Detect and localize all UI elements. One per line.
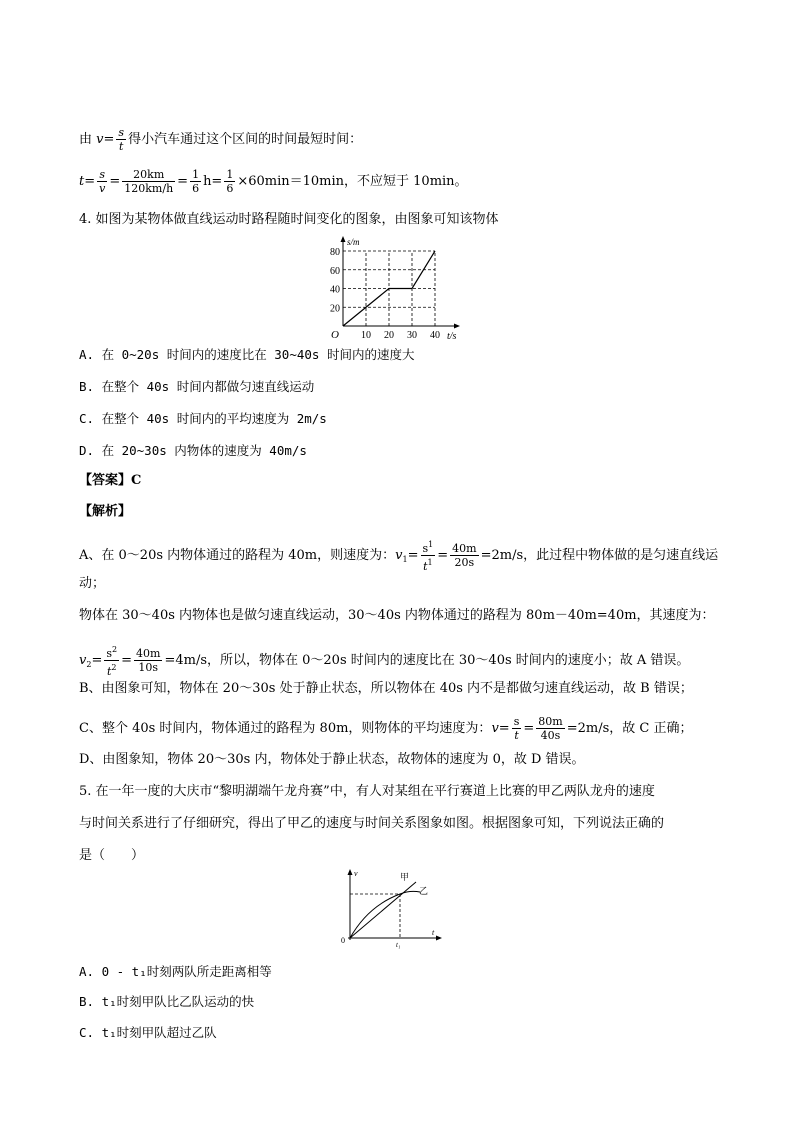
q5-option-a: A. 0 - t₁时刻两队所走距离相等	[79, 964, 272, 979]
numerator: s	[118, 126, 125, 139]
y-tick-label: 20	[330, 303, 340, 315]
q5-series-yi-label: 乙	[419, 886, 429, 896]
q4-x-label: t/s	[447, 331, 457, 342]
text: =	[109, 174, 121, 189]
q4-analysis-c: C、整个 40s 时间内，物体通过的路程为 80m，则物体的平均速度为：v= $\frac{s}{t}$ = $\frac{80m}{40s}$ =2m/s，故 C 正确；	[79, 715, 693, 742]
denominator: t	[514, 729, 519, 742]
q5-graph	[338, 866, 448, 950]
q5-origin: 0	[341, 936, 345, 945]
var-v: v	[395, 548, 403, 563]
q5-stem-line-2: 与时间关系进行了仔细研究，得出了甲乙的速度与时间关系图象如图。根据图象可知，下列说法正确的	[79, 816, 665, 831]
q4-option-b: B. 在整个 40s 时间内都做匀速直线运动	[79, 379, 315, 394]
y-tick-label: 60	[330, 265, 340, 277]
denominator: 6	[226, 182, 234, 195]
q4-analysis-a-line3: 物体在 30～40s 内物体也是做匀速直线运动，30～40s 内物体通过的路程为 80m－40m=40m，其速度为：	[79, 608, 715, 623]
text: =	[177, 174, 189, 189]
denominator: v	[99, 182, 106, 195]
text: 由	[79, 132, 97, 147]
x-tick-label: 20	[384, 330, 394, 341]
q5-option-c: C. t₁时刻甲队超过乙队	[79, 1025, 217, 1040]
numerator: s	[106, 647, 113, 660]
q5-y-label: v	[354, 869, 358, 878]
x-tick-label: 30	[407, 330, 417, 341]
text: 得小汽车通过这个区间的时间最短时间：	[128, 132, 363, 147]
q4-analysis-d: D、由图象知，物体 20～30s 内，物体处于静止状态，故物体的速度为 0，故 D 错误。	[79, 752, 585, 767]
denominator: 10s	[138, 661, 159, 674]
q5-stem-line-3: 是（ ）	[79, 848, 145, 863]
q5-x-arrow	[436, 936, 442, 941]
text: =	[103, 132, 115, 147]
numerator: 1	[192, 168, 200, 181]
numerator: s	[422, 542, 429, 555]
y-tick-label: 80	[330, 247, 340, 258]
q4-option-d: D. 在 20~30s 内物体的速度为 40m/s	[79, 443, 307, 458]
var-v: v	[491, 721, 499, 736]
var-v: v	[79, 653, 87, 668]
continuation-line-1	[79, 126, 362, 153]
text: =2m/s，此过程中物体做的是匀速直线运	[480, 548, 719, 563]
text: =4m/s，所以，物体在 0～20s 时间内的速度比在 30～40s 时间内的速度小；故 A 错误。	[164, 653, 690, 668]
fraction	[512, 715, 522, 742]
superscript: 1	[428, 540, 434, 549]
numerator: 1	[226, 168, 234, 181]
denominator: t	[106, 665, 112, 678]
text: =	[84, 174, 96, 189]
q4-option-c: C. 在整个 40s 时间内的平均速度为 2m/s	[79, 411, 327, 426]
denominator: 120km/h	[124, 182, 174, 195]
q5-x-label: t	[432, 928, 435, 937]
q4-origin: O	[331, 329, 339, 341]
text: ×60min＝10min，不应短于 10min。	[237, 174, 468, 189]
q4-graph	[326, 234, 466, 344]
fraction	[224, 168, 235, 195]
subscript: 2	[86, 660, 92, 669]
fraction	[190, 168, 201, 195]
q5-t1-label: t₁	[396, 941, 401, 949]
q4-analysis-a-line2: 动；	[79, 576, 106, 591]
q5-option-b: B. t₁时刻甲队比乙队运动的快	[79, 994, 255, 1009]
denominator: t	[423, 560, 428, 573]
denominator: 6	[192, 182, 200, 195]
q4-y-ticks	[330, 247, 340, 314]
fraction	[122, 168, 175, 195]
q5-stem-line-1: 5. 在一年一度的大庆市“黎明湖端午龙舟赛”中，有人对某组在平行赛道上比赛的甲乙两队龙舟的速度	[79, 784, 655, 799]
continuation-line-2	[79, 168, 468, 195]
var-t: t	[79, 174, 85, 189]
q4-y-label: s/m	[347, 237, 360, 247]
text: =2m/s，故 C 正确；	[566, 721, 693, 736]
numerator: 40m	[136, 647, 161, 660]
superscript: 2	[111, 663, 117, 672]
x-tick-label: 10	[361, 330, 371, 341]
q4-analysis-label: 【解析】	[79, 504, 132, 519]
subscript: 1	[402, 555, 408, 564]
q4-x-arrow	[454, 324, 460, 329]
text: C、整个 40s 时间内，物体通过的路程为 80m，则物体的平均速度为：	[79, 721, 492, 736]
q4-option-a: A. 在 0~20s 时间内的速度比在 30~40s 时间内的速度大	[79, 347, 415, 362]
q4-answer: 【答案】C	[79, 473, 142, 488]
q5-curve-jia	[350, 882, 416, 938]
numerator: 20km	[122, 168, 175, 182]
q4-stem: 4. 如图为某物体做直线运动时路程随时间变化的图象，由图象可知该物体	[79, 212, 499, 227]
superscript: 1	[427, 558, 433, 567]
denominator: 20s	[454, 556, 475, 569]
fraction	[536, 715, 564, 742]
numerator: s	[97, 168, 107, 182]
text: A、在 0～20s 内物体通过的路程为 40m，则速度为：	[79, 548, 396, 563]
fraction	[421, 538, 436, 573]
q5-y-arrow	[348, 869, 353, 875]
q4-x-ticks	[361, 330, 440, 341]
q4-analysis-b: B、由图象可知，物体在 20～30s 处于静止状态，所以物体在 40s 内不是都做匀速直线运动，故 B 错误；	[79, 681, 693, 696]
q5-curve-yi	[350, 891, 420, 938]
fraction	[104, 643, 119, 678]
denominator: 40s	[540, 729, 561, 742]
numerator: 80m	[538, 715, 563, 728]
var-v: v	[96, 132, 104, 147]
fraction	[97, 168, 107, 195]
fraction	[116, 126, 126, 153]
q4-y-arrow	[341, 236, 346, 242]
text: h=	[203, 174, 223, 189]
fraction	[134, 647, 162, 674]
q5-series-jia-label: 甲	[400, 872, 410, 882]
denominator: t	[119, 140, 124, 153]
numerator: s	[513, 715, 520, 728]
numerator: 40m	[452, 542, 477, 555]
x-tick-label: 40	[430, 330, 440, 341]
q4-analysis-a-line1: A、在 0～20s 内物体通过的路程为 40m，则速度为：$v_1=$ $\frac{s^1}{t^1}$ = $\frac{40m}{20s}$ =2m/s，此过程中物体做的是匀速直线运	[79, 540, 719, 573]
fraction	[450, 542, 478, 569]
q4-analysis-a-line4: $v_2=$ $\frac{s^2}{t^2}$ = $\frac{40m}{10s}$ =4m/s，所以，物体在 0～20s 时间内的速度比在 30～40s 时间内的速度小；故 A 错误。	[79, 645, 690, 678]
y-tick-label: 40	[330, 284, 340, 296]
superscript: 2	[112, 645, 118, 654]
